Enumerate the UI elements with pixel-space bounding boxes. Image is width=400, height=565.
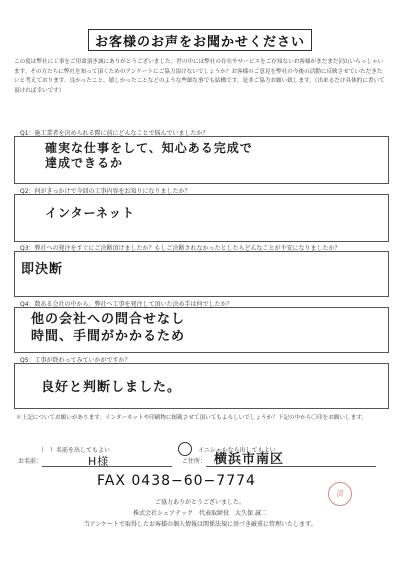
address-underline (206, 466, 376, 467)
question-2-answer-box (14, 194, 389, 242)
question-4-answer: 他の会社への問合せなし 時間、手間がかかるため (31, 312, 186, 344)
address-label: ご住所： (182, 458, 207, 465)
footer-privacy: 当アンケートで取得したお客様の個人情報は関係法規に基づき厳重に管理いたします。 (83, 521, 317, 528)
question-3-answer-box (14, 251, 389, 297)
question-3-label: Q3：弊社への発注をすぐにご決断頂けましたか？もしご決断されなかったとしたらどんなことが不安になりましたか？ (20, 245, 341, 252)
question-1-answer-box (14, 136, 389, 184)
question-2-answer: インターネット (45, 206, 135, 220)
question-3-answer: 即決断 (21, 262, 64, 277)
publication-note: ＊上記についてお願いがあります。インターネットや印刷物に掲載させて頂いてもよろしいでしょうか？下記の中から〇印をお願いします。 (16, 415, 367, 421)
intro-text: この度は弊社に工事をご用命頂き誠にありがとうございました。世の中には弊社の存在やサービスをご存知ないお客様がまだまだ沢山いらっしゃいます。その方たちに弊社を知って頂くためのアンケートにご協力頂けないでしょうか？お客様のご意見を弊社の今後の活動に反映させていただきたいと考えております。良かったこと、嬉しかったことなどのような些細な事でも結構です。是非ご協力お願い致します。（出来るだけ具体的に書いて頂ければ幸いです） (14, 59, 385, 94)
option-name-ok[interactable]: （ ）名前を出してもよい (38, 447, 111, 454)
address-value: 横浜市南区 (214, 452, 285, 467)
question-4-label: Q4：数ある会社の中から、弊社へ工事を発注して頂いた決め手は何でしたか？ (20, 301, 233, 308)
question-5-label: Q5：工事が終わってみていかがですか？ (20, 357, 131, 364)
fax-number: FAX 0438−60−7774 (97, 473, 256, 489)
question-5-answer: 良好と判断しました。 (41, 380, 182, 395)
name-underline (42, 466, 172, 467)
question-1-answer: 確実な仕事をして、知心ある完成で 達成できるか (45, 141, 253, 170)
received-stamp: 済 (328, 482, 352, 506)
page-title: お客様のお声をお聞かせください (88, 29, 312, 51)
question-1-label: Q1：施工業者を決められる際に前にどんなことで悩んでいましたか？ (20, 130, 209, 137)
question-2-label: Q2：何がきっかけで今回の工事内容をお知りになりましたか？ (20, 188, 191, 195)
footer-company: 株式会社シェアテック 代表取締役 大久保 誠二 (133, 510, 267, 517)
customer-info-row (18, 452, 384, 468)
question-4-answer-box (14, 307, 389, 353)
name-label: お名前： (18, 458, 43, 465)
option-initial-ok[interactable]: イニシャルなら出してもよい (198, 447, 276, 454)
question-5-answer-box (14, 363, 389, 409)
footer-thanks: ご協力ありがとうございました。 (154, 499, 245, 506)
name-value: H様 (88, 455, 110, 468)
